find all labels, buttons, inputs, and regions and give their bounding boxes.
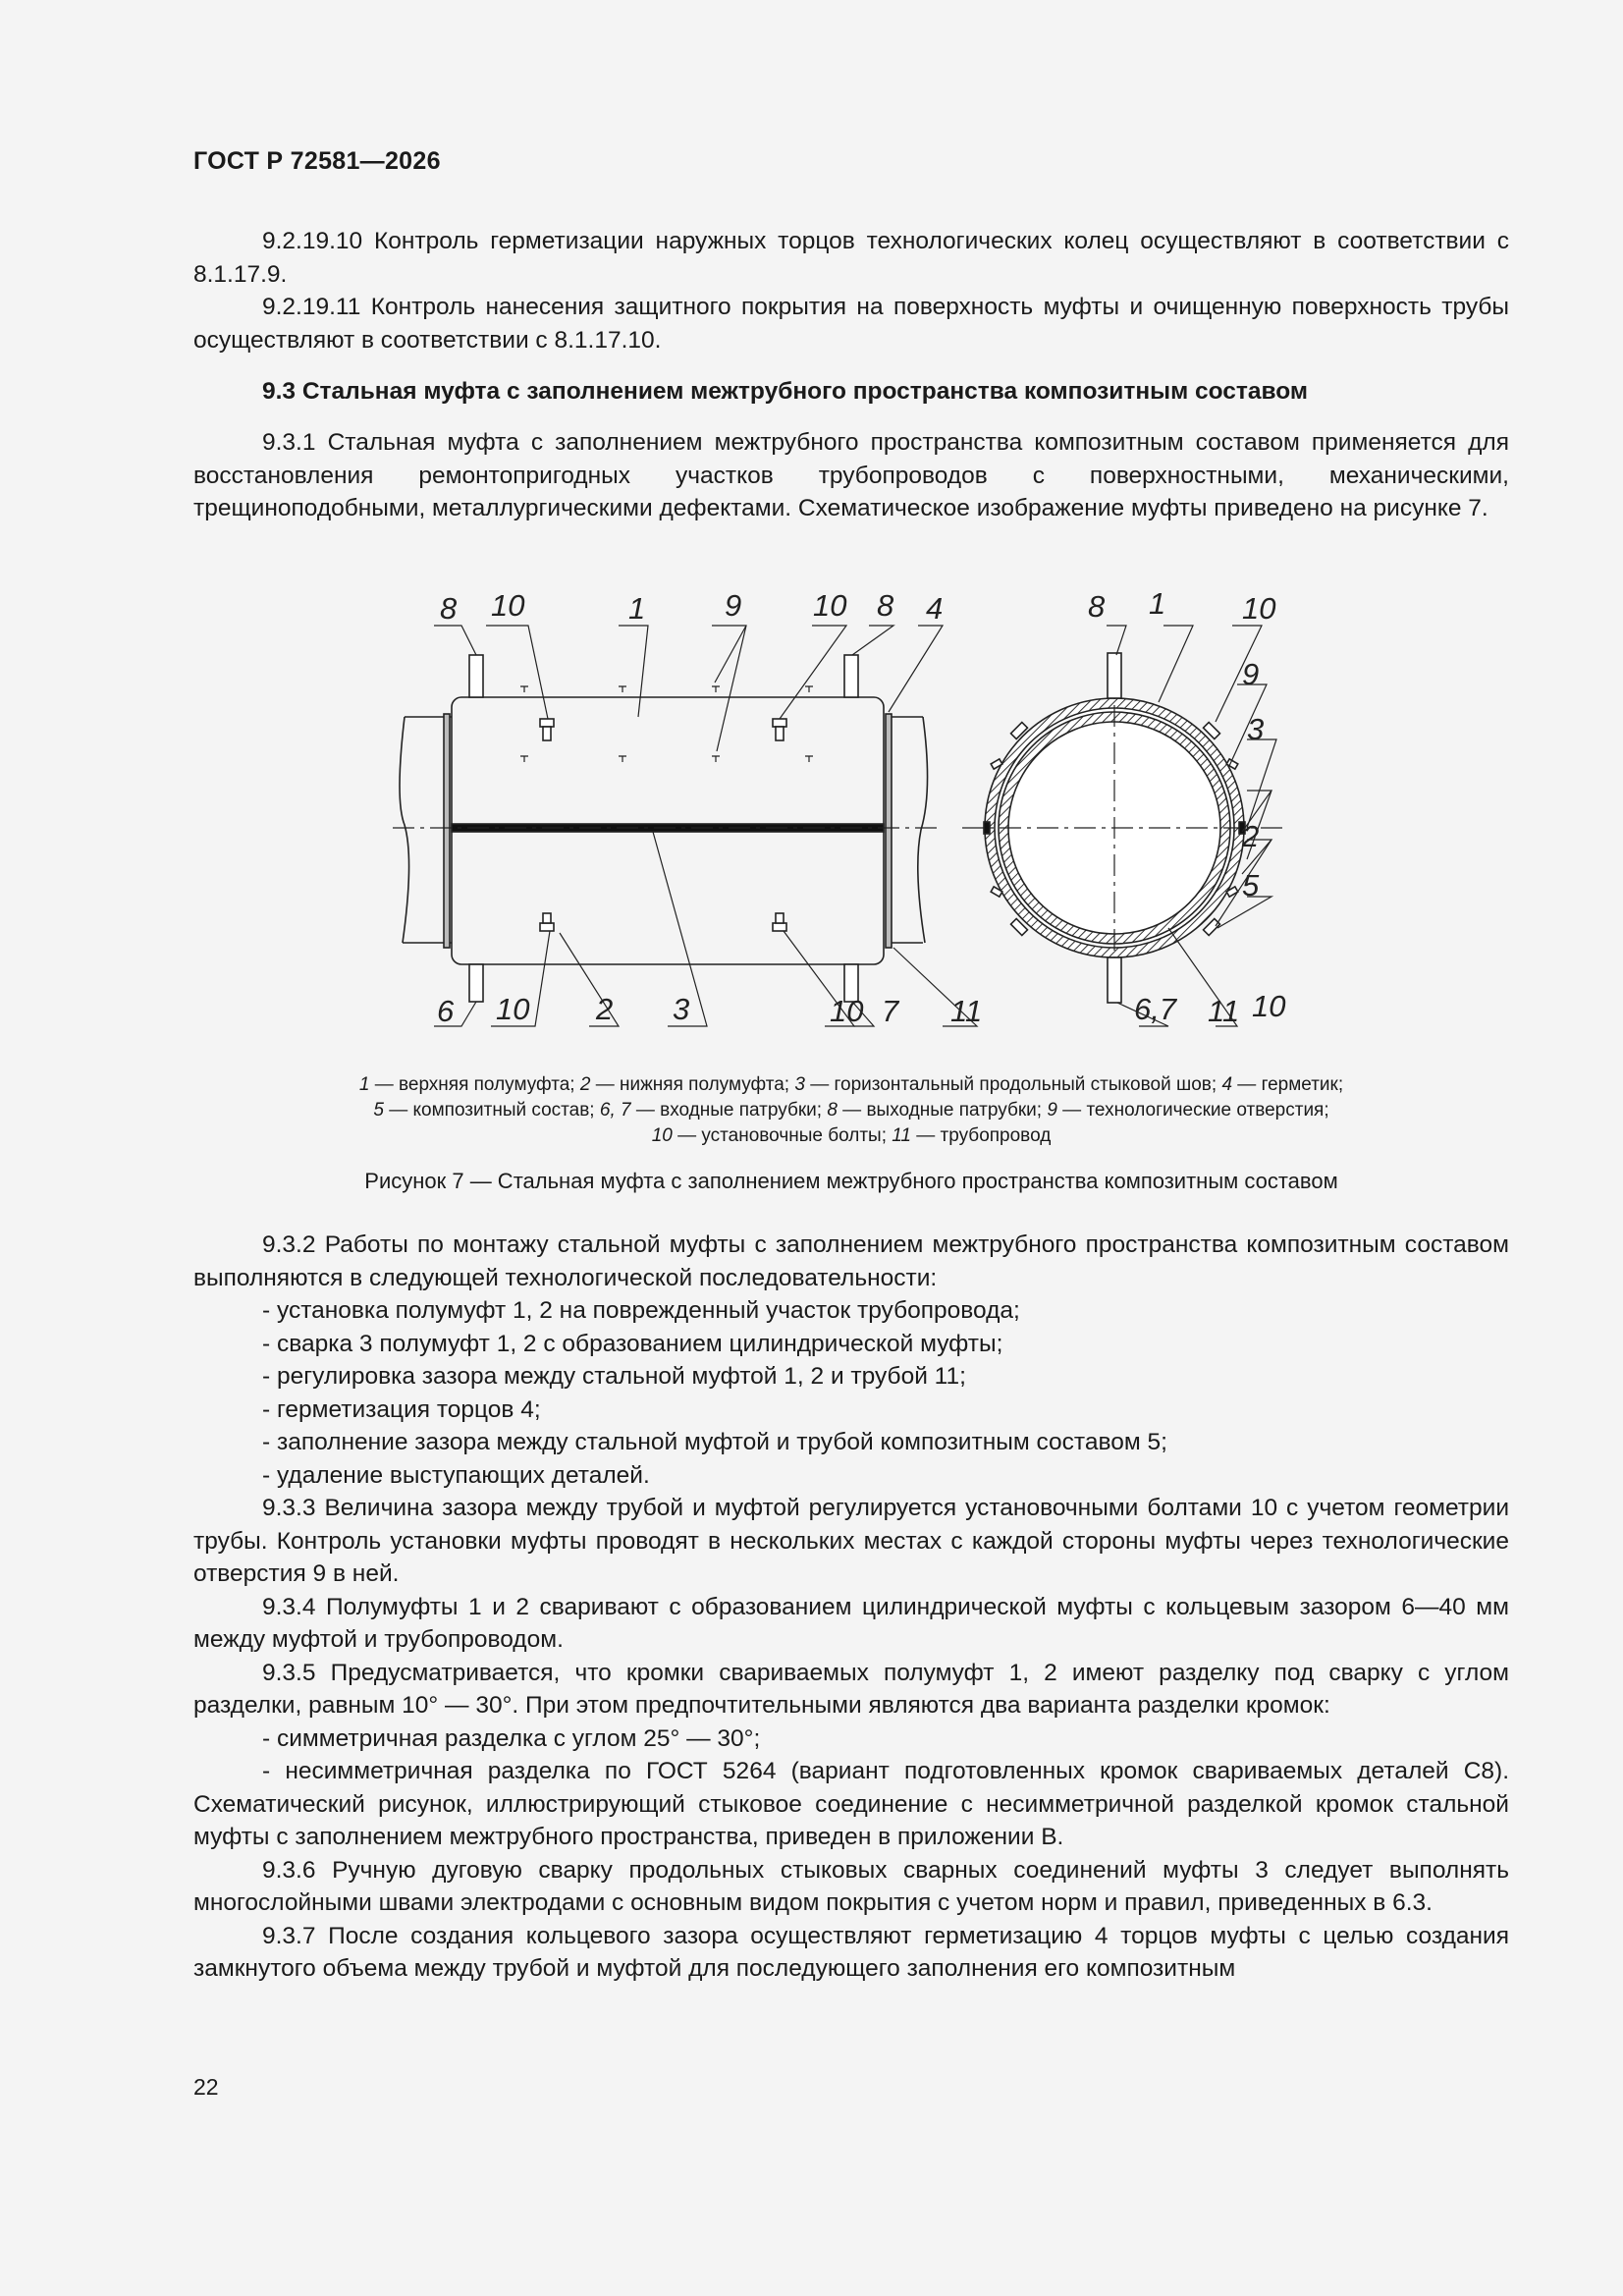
label-9: 9 <box>725 588 742 623</box>
legend-text: — герметик; <box>1232 1074 1344 1095</box>
paragraph-9-2-19-11: 9.2.19.11 Контроль нанесения защитного покрытия на поверхность муфты и очищенную поверхность трубы осуществляют в соответствии с 8.1.17.10. <box>193 294 1509 354</box>
legend-text: — установочные болты; <box>672 1125 893 1146</box>
legend-text: — трубопровод <box>910 1125 1052 1146</box>
paragraph-9-3-2: 9.3.2 Работы по монтажу стальной муфты с заполнением межтрубного пространства композитным составом выполняются в следующей технологической последовательности: <box>193 1231 1509 1291</box>
label-8: 8 <box>1088 589 1106 624</box>
legend-line-1 <box>193 1072 1509 1098</box>
label-10: 10 <box>496 992 530 1026</box>
legend-num: 8 <box>827 1100 838 1121</box>
pipe-break-line-left <box>400 717 409 943</box>
weld-left <box>984 822 990 834</box>
list-item: - симметричная разделка с углом 25° — 30°; <box>262 1724 761 1752</box>
legend-num: 10 <box>651 1125 673 1146</box>
legend-num: 1 <box>358 1074 370 1095</box>
label-6: 6 <box>437 994 455 1028</box>
label-8: 8 <box>877 588 894 623</box>
inlet-nozzle <box>1108 957 1121 1003</box>
legend-text: — композитный состав; <box>383 1100 600 1121</box>
paragraph-9-3-5: 9.3.5 Предусматривается, что кромки свариваемых полумуфт 1, 2 имеют разделку под сварку с углом разделки, равным 10° — 30°. При этом предпочтительными являются два варианта разделки кромок: <box>193 1659 1509 1719</box>
label-11: 11 <box>950 994 983 1028</box>
legend-num: 9 <box>1047 1100 1057 1121</box>
paragraph-9-3-6: 9.3.6 Ручную дуговую сварку продольных стыковых сварных соединений муфты 3 следует выполнять многослойными швами электродами с основным видом покрытия с учетом норм и правил, приведенных в 6.3. <box>193 1856 1509 1916</box>
label-1: 1 <box>628 591 646 626</box>
label-10: 10 <box>813 588 847 623</box>
label-7: 7 <box>882 994 899 1028</box>
legend-line-2 <box>193 1098 1509 1123</box>
legend-text: — входные патрубки; <box>630 1100 828 1121</box>
legend-text: — технологические отверстия; <box>1056 1100 1329 1121</box>
figure-caption: Рисунок 7 — Стальная муфта с заполнением межтрубного пространства композитным составом <box>364 1169 1338 1193</box>
figure-legend <box>193 1072 1509 1149</box>
cross-section-view <box>962 586 1286 1028</box>
label-6-7: 6,7 <box>1134 992 1177 1026</box>
legend-num: 2 <box>579 1074 591 1095</box>
sealant-right <box>886 714 892 948</box>
legend-text: — нижняя полумуфта; <box>590 1074 795 1095</box>
label-3: 3 <box>1247 712 1265 746</box>
paragraph-9-3-4: 9.3.4 Полумуфты 1 и 2 сваривают с образованием цилиндрической муфты с кольцевым зазором 6—40 мм между муфтой и трубопроводом. <box>193 1593 1509 1653</box>
pipe-break-line-right <box>918 717 928 943</box>
list-item: - сварка 3 полумуфт 1, 2 с образованием цилиндрической муфты; <box>262 1330 1003 1357</box>
side-view <box>393 588 982 1028</box>
label-10: 10 <box>830 994 864 1028</box>
outlet-nozzle <box>1108 653 1121 698</box>
label-9: 9 <box>1242 657 1260 691</box>
label-4: 4 <box>926 591 944 626</box>
label-3: 3 <box>673 992 690 1026</box>
list-item: - герметизация торцов 4; <box>262 1395 541 1423</box>
legend-text: — верхняя полумуфта; <box>369 1074 580 1095</box>
top-paragraphs <box>193 225 1509 356</box>
outlet-nozzle-left <box>469 655 483 697</box>
paragraph-9-3-3: 9.3.3 Величина зазора между трубой и муфтой регулируется установочными болтами 10 с учетом геометрии трубы. Контроль установки муфты проводят в нескольких местах с каждой стороны муфты через технологические отверстия 9 в ней. <box>193 1495 1509 1587</box>
label-1: 1 <box>1149 586 1166 621</box>
outlet-nozzle-right <box>844 655 858 697</box>
legend-text: — выходные патрубки; <box>837 1100 1048 1121</box>
document-id-header: ГОСТ Р 72581—2026 <box>193 147 441 175</box>
label-11: 11 <box>1208 994 1240 1028</box>
label-10: 10 <box>1252 989 1286 1023</box>
sealant-left <box>444 714 450 948</box>
paragraph-9-2-19-10: 9.2.19.10 Контроль герметизации наружных торцов технологических колец осуществляют в соответствии с 8.1.17.9. <box>193 228 1509 288</box>
list-item: - удаление выступающих деталей. <box>262 1461 650 1489</box>
label-8: 8 <box>440 591 458 626</box>
paragraph-9-3-1: 9.3.1 Стальная муфта с заполнением межтрубного пространства композитным составом применяется для восстановления ремонтопригодных участков трубопроводов с поверхностными, механическими, трещиноподобными, металлургическими дефектами. Схематическое изображение муфты приведено на рисунке 7. <box>193 429 1509 521</box>
label-5: 5 <box>1242 868 1260 902</box>
list-item: - регулировка зазора между стальной муфтой 1, 2 и трубой 11; <box>262 1363 966 1390</box>
label-2: 2 <box>596 992 614 1026</box>
list-item: - заполнение зазора между стальной муфтой и трубой композитным составом 5; <box>262 1429 1167 1455</box>
legend-num: 11 <box>892 1125 911 1146</box>
legend-num: 3 <box>794 1074 805 1095</box>
body-text <box>193 1229 1509 1986</box>
label-10: 10 <box>491 588 525 623</box>
legend-text: — горизонтальный продольный стыковой шов; <box>804 1074 1222 1095</box>
legend-line-3 <box>193 1123 1509 1149</box>
label-10: 10 <box>1242 591 1276 626</box>
inlet-nozzle-left <box>469 964 483 1002</box>
page-number: 22 <box>193 2074 219 2100</box>
figure-7-drawing <box>383 574 1325 1046</box>
legend-num: 6, 7 <box>599 1100 631 1121</box>
section-title-9-3: 9.3 Стальная муфта с заполнением межтрубного пространства композитным составом <box>262 378 1309 405</box>
list-item: - установка полумуфт 1, 2 на поврежденный участок трубопровода; <box>262 1297 1020 1324</box>
list-item-long: - несимметричная разделка по ГОСТ 5264 (вариант подготовленных кромок свариваемых деталей С8). Схематический рисунок, иллюстрирующий стыковое соединение с несимметричной разделкой кромок стальной муфты с заполнением межтрубного пространства, приведен в приложении В. <box>193 1758 1509 1850</box>
legend-num: 4 <box>1221 1074 1233 1095</box>
legend-num: 5 <box>373 1100 384 1121</box>
intro-block <box>193 426 1509 525</box>
leader-lines-side-top <box>434 626 943 751</box>
label-2: 2 <box>1242 819 1260 853</box>
paragraph-9-3-7: 9.3.7 После создания кольцевого зазора осуществляют герметизацию 4 торцов муфты с целью создания замкнутого объема между трубой и муфтой для последующего заполнения его композитным <box>193 1922 1509 1982</box>
